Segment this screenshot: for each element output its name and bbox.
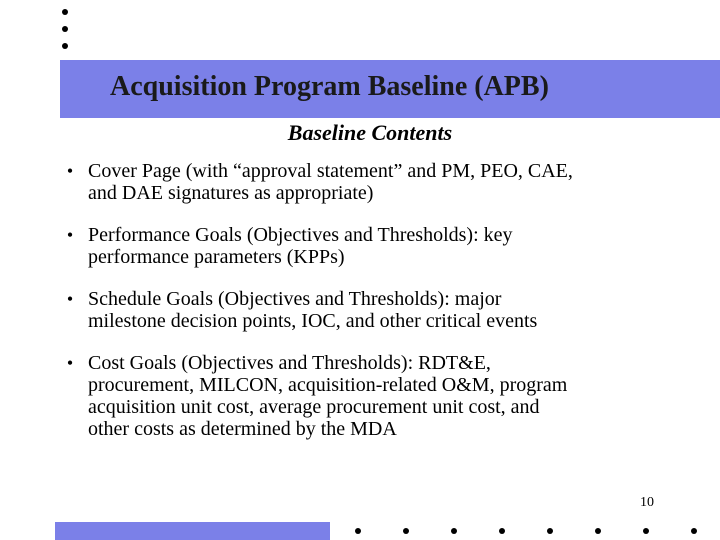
- decor-dot: [355, 528, 361, 534]
- bullet-list: [60, 160, 700, 460]
- page-number: 10: [640, 495, 654, 510]
- footer-bar: [55, 522, 330, 540]
- bullet-line: Cover Page (with “approval statement” and PM, PEO, CAE,: [88, 160, 573, 182]
- decor-dot: [62, 43, 68, 49]
- bullet-marker: •: [66, 225, 74, 245]
- bullet-line: Cost Goals (Objectives and Thresholds): RDT&E,: [88, 352, 491, 374]
- bullet-line: acquisition unit cost, average procurement unit cost, and: [88, 396, 540, 418]
- decor-dot: [499, 528, 505, 534]
- bullet-marker: •: [66, 161, 74, 181]
- bullet-line: other costs as determined by the MDA: [88, 418, 397, 440]
- bullet-line: performance parameters (KPPs): [88, 246, 345, 268]
- bullet-line: Schedule Goals (Objectives and Thresholds): major: [88, 288, 502, 310]
- decor-dot: [595, 528, 601, 534]
- bullet-line: milestone decision points, IOC, and other critical events: [88, 310, 538, 332]
- decor-dot: [547, 528, 553, 534]
- slide-subtitle: Baseline Contents: [287, 120, 453, 145]
- bullet-item: [60, 160, 700, 204]
- decor-dot: [643, 528, 649, 534]
- decor-dot: [403, 528, 409, 534]
- bullet-item: [60, 352, 700, 440]
- bullet-line: procurement, MILCON, acquisition-related O&M, program: [88, 374, 568, 396]
- bullet-item: [60, 288, 700, 332]
- bullet-marker: •: [66, 353, 74, 373]
- bullet-marker: •: [66, 289, 74, 309]
- bullet-line: Performance Goals (Objectives and Thresholds): key: [88, 224, 513, 246]
- bullet-line: and DAE signatures as appropriate): [88, 182, 374, 204]
- decor-dot: [62, 26, 68, 32]
- decor-dot: [62, 9, 68, 15]
- decor-dot: [691, 528, 697, 534]
- bullet-item: [60, 224, 700, 268]
- slide-title: Acquisition Program Baseline (APB): [110, 71, 549, 102]
- decor-dot: [451, 528, 457, 534]
